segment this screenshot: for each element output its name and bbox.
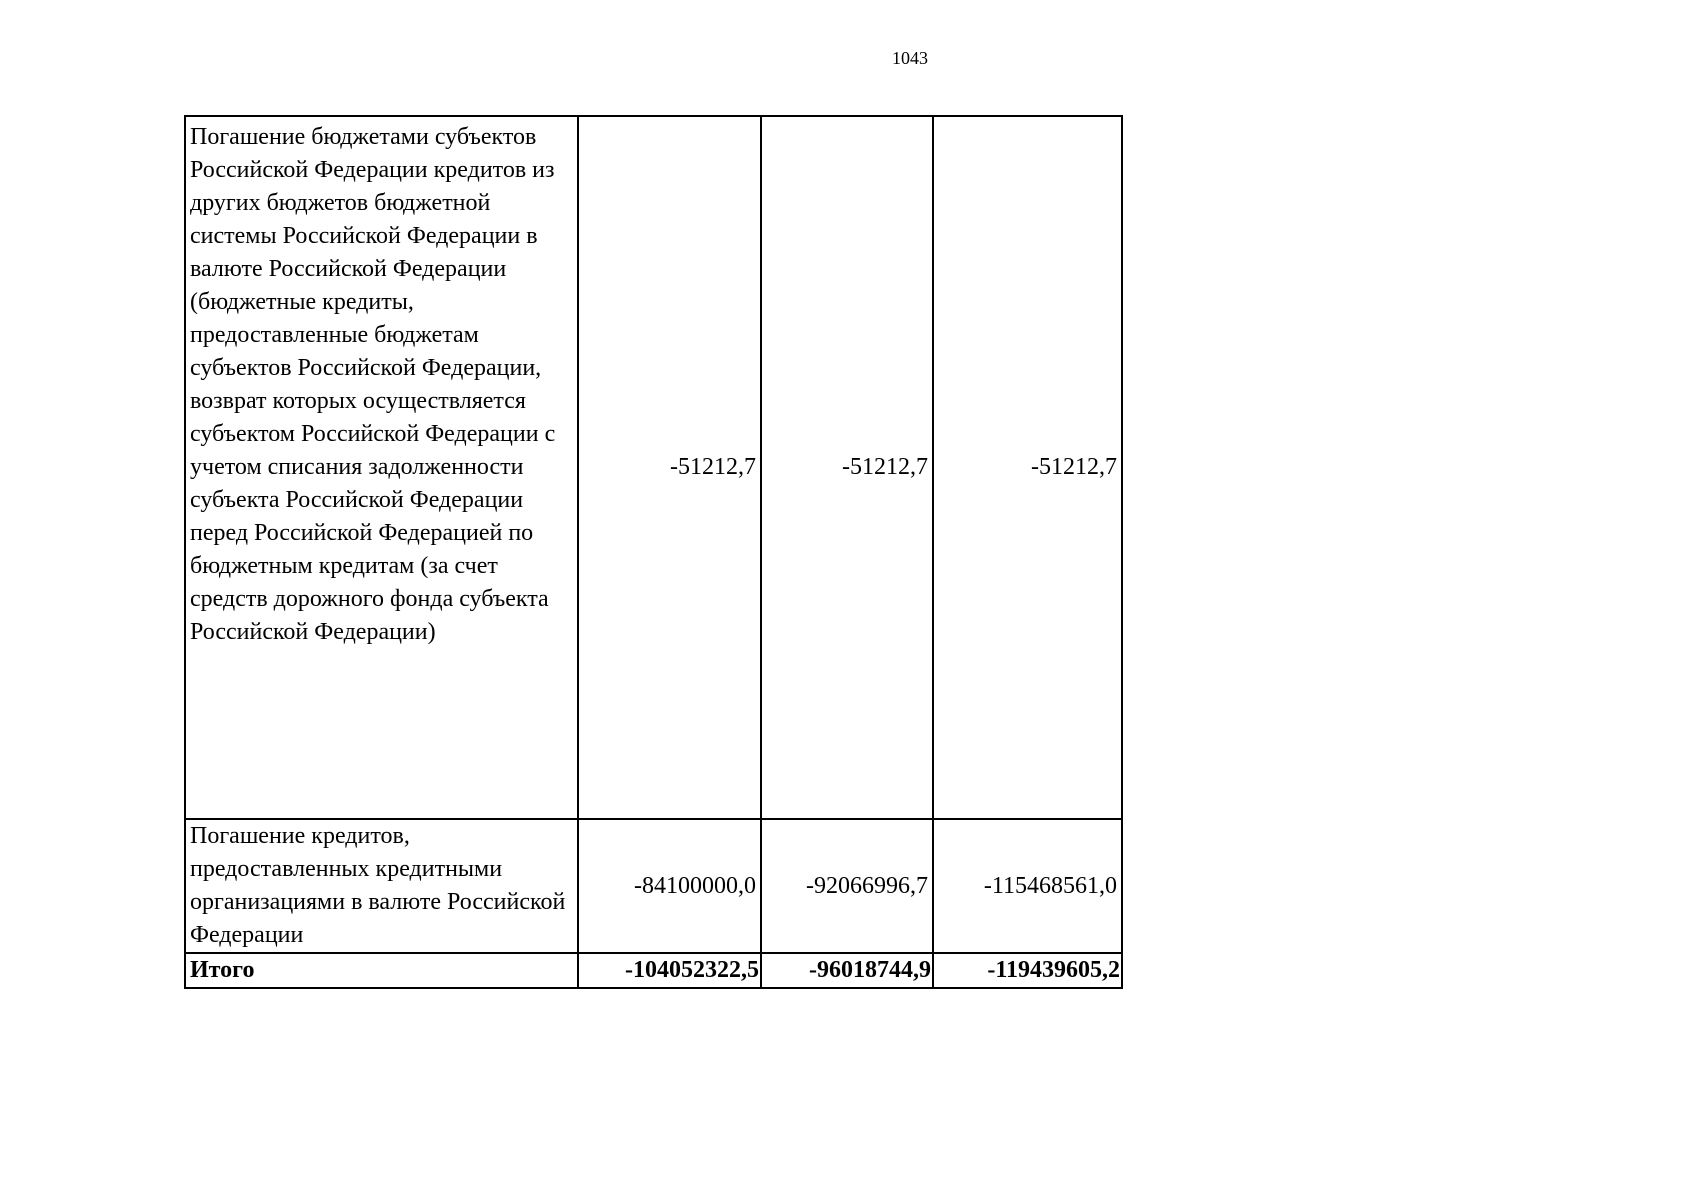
page-number: 1043 — [892, 48, 928, 68]
table-row — [185, 116, 1122, 819]
row-value-col2: -92066996,7 — [761, 819, 933, 953]
row-value-col2: -51212,7 — [761, 116, 933, 819]
total-value-col3: -119439605,2 — [933, 953, 1122, 988]
row-value-col1: -84100000,0 — [578, 819, 761, 953]
row-value-col1: -51212,7 — [578, 116, 761, 819]
row-value-col3: -115468561,0 — [933, 819, 1122, 953]
total-label: Итого — [185, 953, 578, 988]
total-value-col1: -104052322,5 — [578, 953, 761, 988]
row-value-col3: -51212,7 — [933, 116, 1122, 819]
table-row — [185, 819, 1122, 953]
budget-table — [184, 115, 1123, 989]
total-row — [185, 953, 1122, 988]
row-description: Погашение бюджетами субъектов Российской Федерации кредитов из других бюджетов бюджетной системы Российской Федерации в валюте Российской Федерации (бюджетные кредиты, предоставленные бюджетам субъектов Российской Федерации, возврат которых осуществляется субъектом Российской Федерации с учетом списания задолженности субъекта Российской Федерации перед Российской Федерацией по бюджетным кредитам (за счет средств дорожного фонда субъекта Российской Федерации) — [185, 116, 578, 819]
row-description: Погашение кредитов, предоставленных кредитными организациями в валюте Российской Федерации — [185, 819, 578, 953]
total-value-col2: -96018744,9 — [761, 953, 933, 988]
